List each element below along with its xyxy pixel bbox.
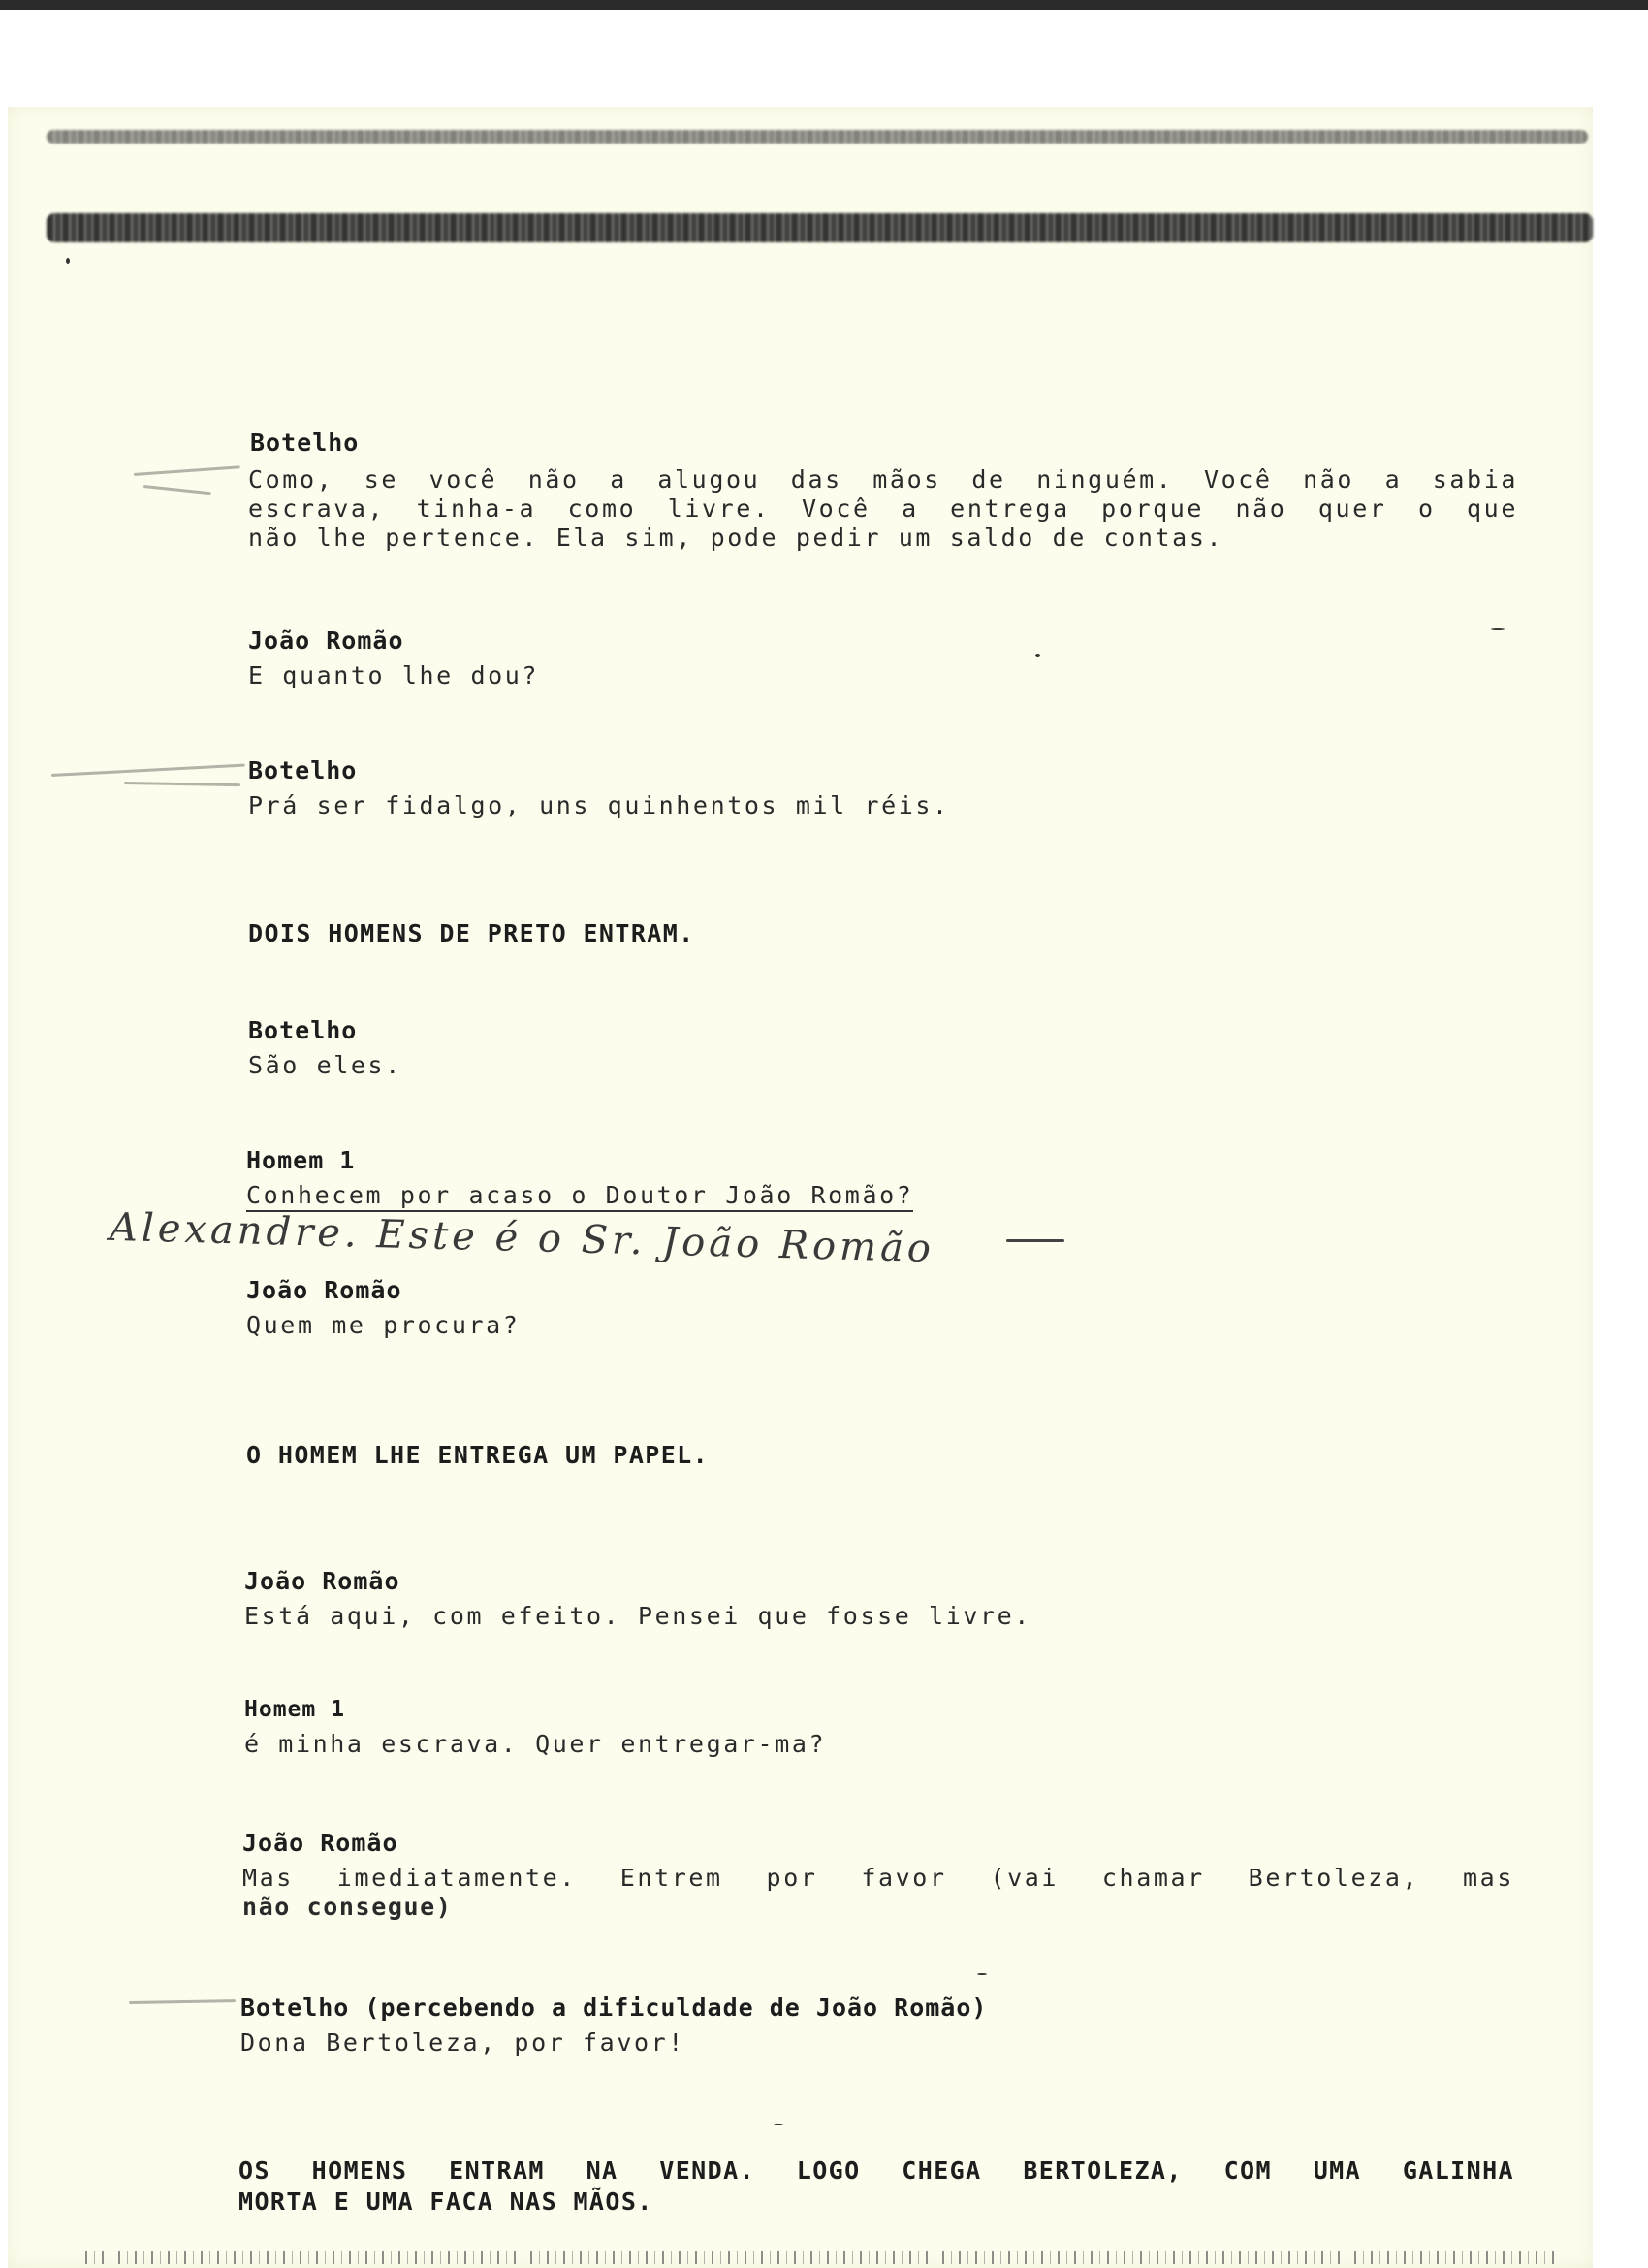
speaker-name: João Romão xyxy=(244,1567,400,1595)
dialogue-line: São eles. xyxy=(248,1051,402,1079)
stage-direction: O HOMEM LHE ENTREGA UM PAPEL. xyxy=(246,1441,710,1469)
speaker-name: Botelho xyxy=(248,756,358,784)
stage-direction: OS HOMENS ENTRAM NA VENDA. LOGO CHEGA BERTOLEZA, COM UMA GALINHA xyxy=(238,2156,1514,2185)
scan-top-edge xyxy=(0,0,1648,10)
handwritten-dash xyxy=(1006,1239,1064,1242)
copier-smear xyxy=(47,213,1593,242)
speaker-name: Botelho (percebendo a dificuldade de João Romão) xyxy=(240,1994,988,2022)
speck xyxy=(774,2124,783,2125)
speaker-name: João Romão xyxy=(248,626,404,655)
speck xyxy=(977,1973,987,1975)
pencil-mark xyxy=(143,485,211,495)
speaker-name: Botelho xyxy=(248,1016,358,1044)
dialogue-line: Está aqui, com efeito. Pensei que fosse livre. xyxy=(244,1602,1031,1630)
speaker-name: Homem 1 xyxy=(244,1697,345,1722)
pencil-mark xyxy=(134,465,240,476)
speck xyxy=(1491,628,1505,630)
script-page xyxy=(8,107,1593,2268)
dialogue-line: Prá ser fidalgo, uns quinhentos mil réis. xyxy=(248,791,950,819)
copier-smear-top xyxy=(47,130,1588,144)
dialogue-line: Quem me procura? xyxy=(246,1311,521,1339)
dialogue-line: Conhecem por acaso o Doutor João Romão? xyxy=(246,1181,913,1212)
stage-direction: MORTA E UMA FACA NAS MÃOS. xyxy=(238,2188,653,2216)
dialogue-line: Dona Bertoleza, por favor! xyxy=(240,2028,685,2057)
pencil-mark xyxy=(124,782,240,786)
speck xyxy=(1035,654,1040,657)
dialogue-line: E quanto lhe dou? xyxy=(248,661,540,689)
speck xyxy=(66,258,70,264)
copier-noise-bottom xyxy=(85,2251,1559,2264)
speaker-name: Botelho xyxy=(250,429,360,457)
dialogue-line: não lhe pertence. Ela sim, pode pedir um saldo de contas. xyxy=(248,524,1224,552)
dialogue-line: Mas imediatamente. Entrem por favor (vai chamar Bertoleza, mas xyxy=(242,1864,1514,1892)
speaker-name: João Romão xyxy=(246,1276,402,1304)
pencil-mark xyxy=(51,764,245,777)
dialogue-line: não consegue) xyxy=(242,1893,453,1921)
speaker-name: João Romão xyxy=(242,1829,398,1857)
pencil-mark xyxy=(129,1999,236,2004)
dialogue-line: escrava, tinha-a como livre. Você a entrega porque não quer o que xyxy=(248,495,1518,523)
stage-direction: DOIS HOMENS DE PRETO ENTRAM. xyxy=(248,919,695,947)
dialogue-line: é minha escrava. Quer entregar-ma? xyxy=(244,1730,827,1758)
dialogue-line: Como, se você não a alugou das mãos de ninguém. Você não a sabia xyxy=(248,465,1518,494)
speaker-name: Homem 1 xyxy=(246,1146,356,1174)
handwritten-note: Alexandre. Este é o Sr. João Romão xyxy=(109,1204,935,1272)
